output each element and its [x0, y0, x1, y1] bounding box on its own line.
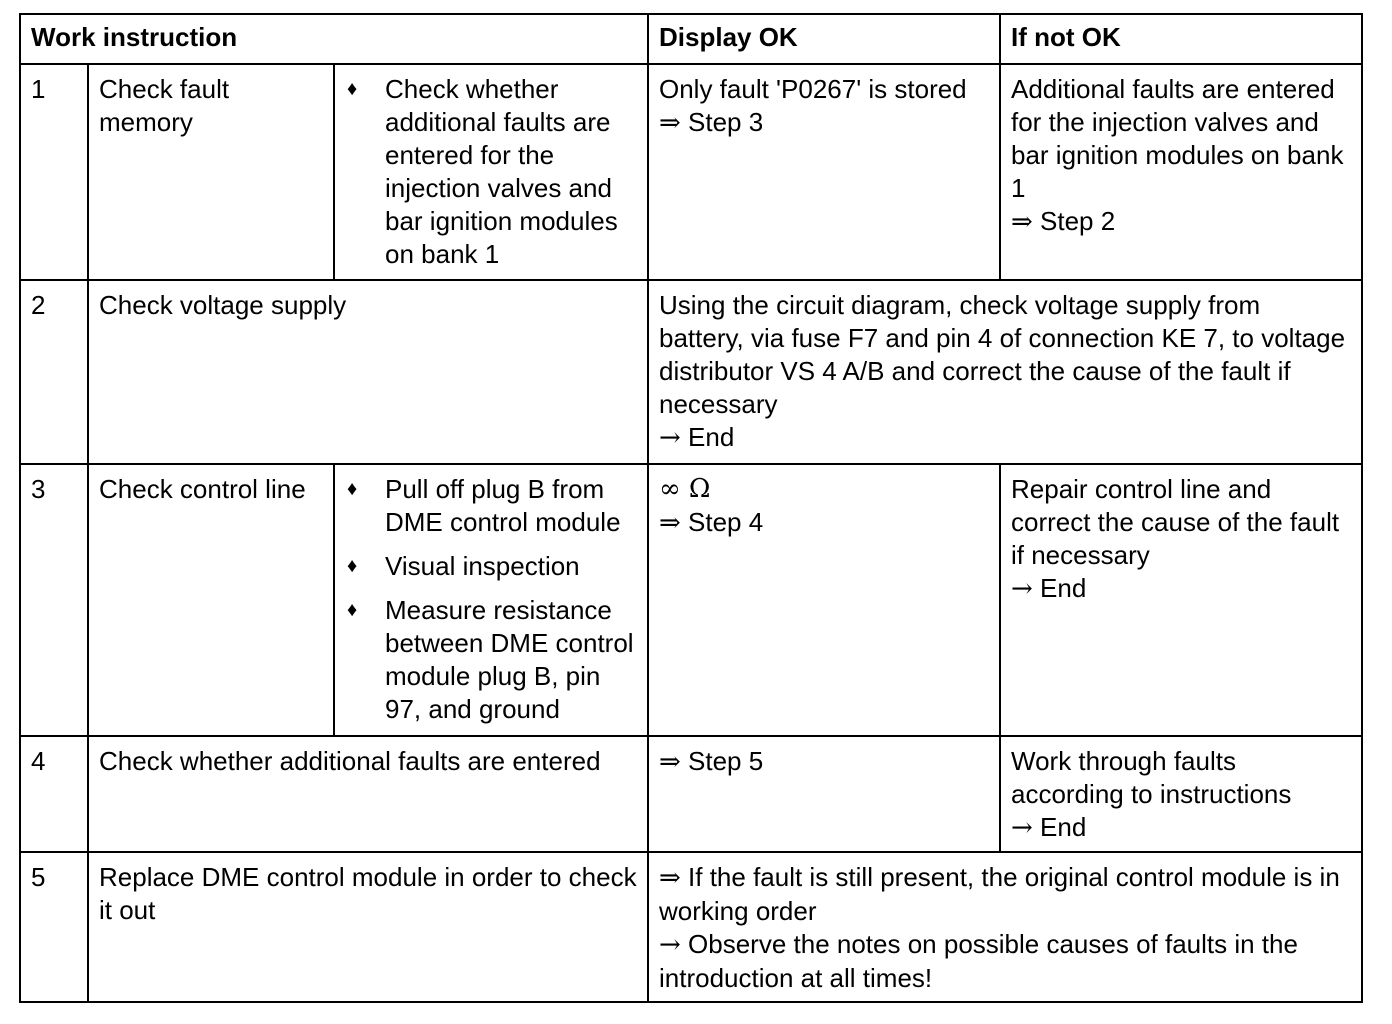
- step-number: 1: [20, 64, 88, 280]
- table-row: [20, 64, 1362, 280]
- step-actions: [334, 64, 648, 280]
- header-display-ok: Display OK: [648, 14, 1000, 64]
- step-task: Check voltage supply: [88, 280, 648, 464]
- table-row: [20, 736, 1362, 852]
- diamond-bullet-icon: ♦: [347, 555, 358, 577]
- header-work-instruction: Work instruction: [20, 14, 648, 64]
- ok-note: Observe the notes on possible causes of faults in the introduction at all times!: [659, 929, 1298, 993]
- nok-step: Step 2: [1040, 206, 1116, 236]
- display-ok-cell: [648, 280, 1362, 464]
- table-row: [20, 464, 1362, 736]
- ok-text: Only fault 'P0267' is stored: [659, 74, 967, 104]
- header-row: [20, 14, 1362, 64]
- action-item: [345, 473, 637, 539]
- display-ok-cell: [648, 64, 1000, 280]
- double-arrow-icon: ⇒: [659, 863, 681, 893]
- diamond-bullet-icon: ♦: [347, 599, 358, 621]
- ok-text: Using the circuit diagram, check voltage supply from battery, via fuse F7 and pin 4 of connection KE 7, to voltage distributor VS 4 A/B and correct the cause of the fault if necessary: [659, 290, 1346, 419]
- action-text: Measure resistance between DME control module plug B, pin 97, and ground: [385, 595, 634, 724]
- arrow-icon: →: [1011, 813, 1033, 843]
- double-arrow-icon: ⇒: [659, 508, 681, 538]
- action-text: Pull off plug B from DME control module: [385, 474, 621, 537]
- ok-text: If the fault is still present, the original control module is in working order: [659, 862, 1340, 926]
- arrow-icon: →: [659, 930, 681, 960]
- step-number: 4: [20, 736, 88, 852]
- arrow-icon: →: [659, 423, 681, 453]
- if-not-ok-cell: [1000, 64, 1362, 280]
- double-arrow-icon: ⇒: [659, 108, 681, 138]
- action-item: [345, 594, 637, 726]
- nok-text: Work through faults according to instructions: [1011, 746, 1292, 809]
- ok-step: Step 3: [688, 107, 764, 137]
- arrow-icon: →: [1011, 574, 1033, 604]
- work-instruction-table: [19, 13, 1363, 1003]
- header-if-not-ok: If not OK: [1000, 14, 1362, 64]
- display-ok-cell: [648, 464, 1000, 736]
- action-item: [345, 550, 637, 583]
- step-task: Check whether additional faults are entered: [88, 736, 648, 852]
- ok-step: Step 4: [688, 507, 764, 537]
- ok-step: Step 5: [688, 746, 764, 776]
- step-task: Check fault memory: [88, 64, 334, 280]
- ok-step: End: [688, 422, 735, 452]
- table-row: [20, 852, 1362, 1002]
- action-item: [345, 73, 637, 271]
- step-actions: [334, 464, 648, 736]
- double-arrow-icon: ⇒: [659, 747, 681, 777]
- step-task: Check control line: [88, 464, 334, 736]
- display-ok-cell: [648, 736, 1000, 852]
- nok-step: End: [1040, 573, 1087, 603]
- if-not-ok-cell: [1000, 736, 1362, 852]
- action-text: Visual inspection: [385, 551, 580, 581]
- action-text: Check whether additional faults are entered for the injection valves and bar ignition modules on bank 1: [385, 74, 618, 269]
- step-number: 5: [20, 852, 88, 1002]
- nok-step: End: [1040, 812, 1087, 842]
- table-row: [20, 280, 1362, 464]
- step-number: 2: [20, 280, 88, 464]
- double-arrow-icon: ⇒: [1011, 207, 1033, 237]
- diamond-bullet-icon: ♦: [347, 78, 358, 100]
- display-ok-cell: [648, 852, 1362, 1002]
- nok-text: Additional faults are entered for the injection valves and bar ignition modules on bank 1: [1011, 74, 1344, 203]
- nok-text: Repair control line and correct the cause of the fault if necessary: [1011, 474, 1340, 570]
- step-task: Replace DME control module in order to check it out: [88, 852, 648, 1002]
- ok-text: ∞ Ω: [659, 474, 711, 504]
- if-not-ok-cell: [1000, 464, 1362, 736]
- step-number: 3: [20, 464, 88, 736]
- diamond-bullet-icon: ♦: [347, 478, 358, 500]
